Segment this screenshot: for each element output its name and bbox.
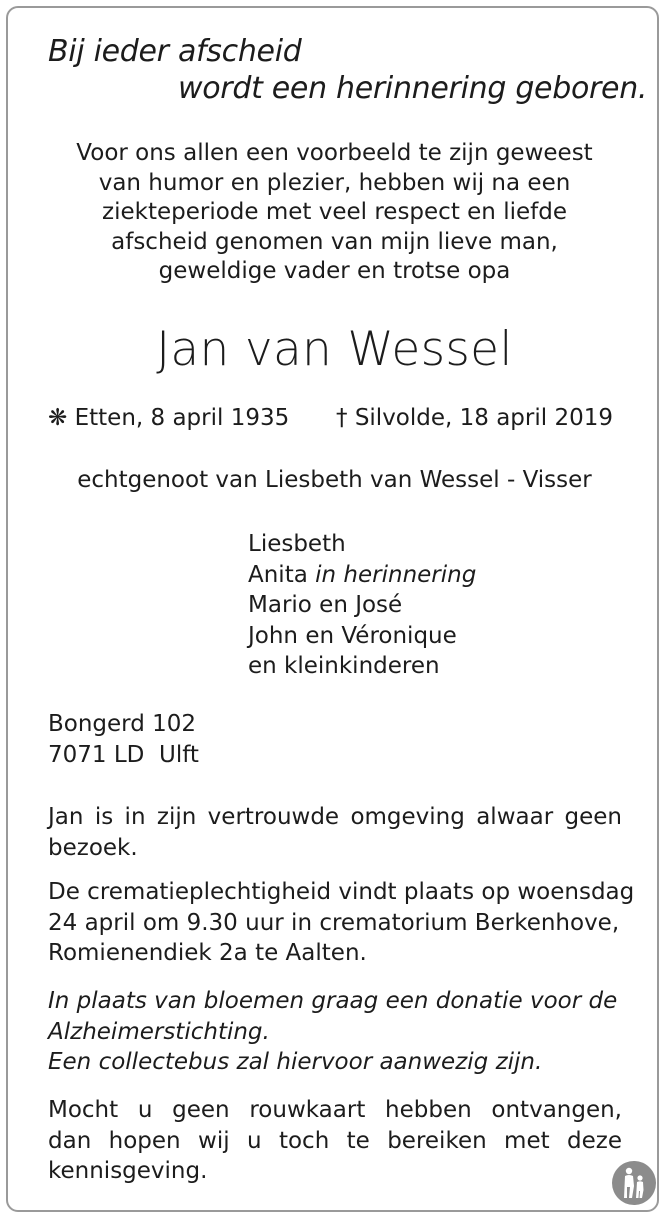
intro-line: geweldige vader en trotse opa: [158, 258, 511, 284]
address-street: Bongerd 102: [48, 711, 197, 737]
family-member: Liesbeth: [248, 531, 346, 557]
notice-cremation-line: Romienendiek 2a te Aalten.: [48, 940, 367, 966]
family-member: en kleinkinderen: [248, 653, 440, 679]
family-member: John en Véronique: [248, 622, 457, 649]
notice-home-line: bezoek.: [48, 834, 138, 861]
notice-home: [48, 802, 622, 863]
family-member: [248, 560, 476, 591]
figures-logo-icon: [611, 1160, 657, 1206]
spouse-line: echtgenoot van Liesbeth van Wessel - Visser: [77, 467, 592, 493]
notice-closing-line: Mocht u geen rouwkaart hebben ontvangen,: [48, 1097, 622, 1123]
birth-star-icon: ❋: [48, 405, 68, 431]
notice-home-line: Jan is in zijn vertrouwde omgeving alwaar geen: [48, 804, 622, 830]
notice-cremation-line: 24 april om 9.30 uur in crematorium Berkenhove,: [48, 909, 620, 936]
intro-line: van humor en plezier, hebben wij na een: [98, 169, 571, 196]
notice-donation-line: Een collectebus zal hiervoor aanwezig zijn.: [48, 1049, 543, 1075]
address-city: 7071 LD Ulft: [48, 741, 199, 768]
intro-line: Voor ons allen een voorbeeld te zijn geweest: [76, 140, 593, 166]
family-list: [248, 529, 476, 682]
notice-donation: [48, 986, 622, 1078]
notice-donation-line: In plaats van bloemen graag een donatie voor de: [48, 988, 618, 1014]
motto-line-2: wordt een herinnering geboren.: [178, 71, 648, 106]
death-cross-icon: †: [336, 405, 348, 431]
intro-text: [0, 139, 669, 287]
intro-line: afscheid genomen van mijn lieve man,: [111, 228, 558, 255]
notice-closing-line: dan hopen wij u toch te bereiken met deze: [48, 1127, 622, 1154]
notice-closing-line: kennisgeving.: [48, 1158, 208, 1184]
birth-info: [48, 405, 289, 431]
in-memory-note: in herinnering: [315, 561, 477, 588]
notice-donation-line: Alzheimerstichting.: [48, 1018, 270, 1045]
notice-closing: [48, 1095, 622, 1187]
death-info: [336, 405, 613, 431]
death-text: Silvolde, 18 april 2019: [354, 405, 613, 431]
family-member-name: Anita: [248, 561, 308, 588]
birth-text: Etten, 8 april 1935: [74, 405, 290, 431]
motto-line-1: Bij ieder afscheid: [48, 34, 302, 69]
address: [48, 709, 199, 770]
deceased-name: Jan van Wessel: [156, 322, 513, 377]
family-member: Mario en José: [248, 592, 403, 618]
intro-line: ziekteperiode met veel respect en liefde: [102, 199, 567, 225]
notice-cremation: [48, 877, 635, 969]
notice-cremation-line: De crematieplechtigheid vindt plaats op woensdag: [48, 879, 635, 905]
